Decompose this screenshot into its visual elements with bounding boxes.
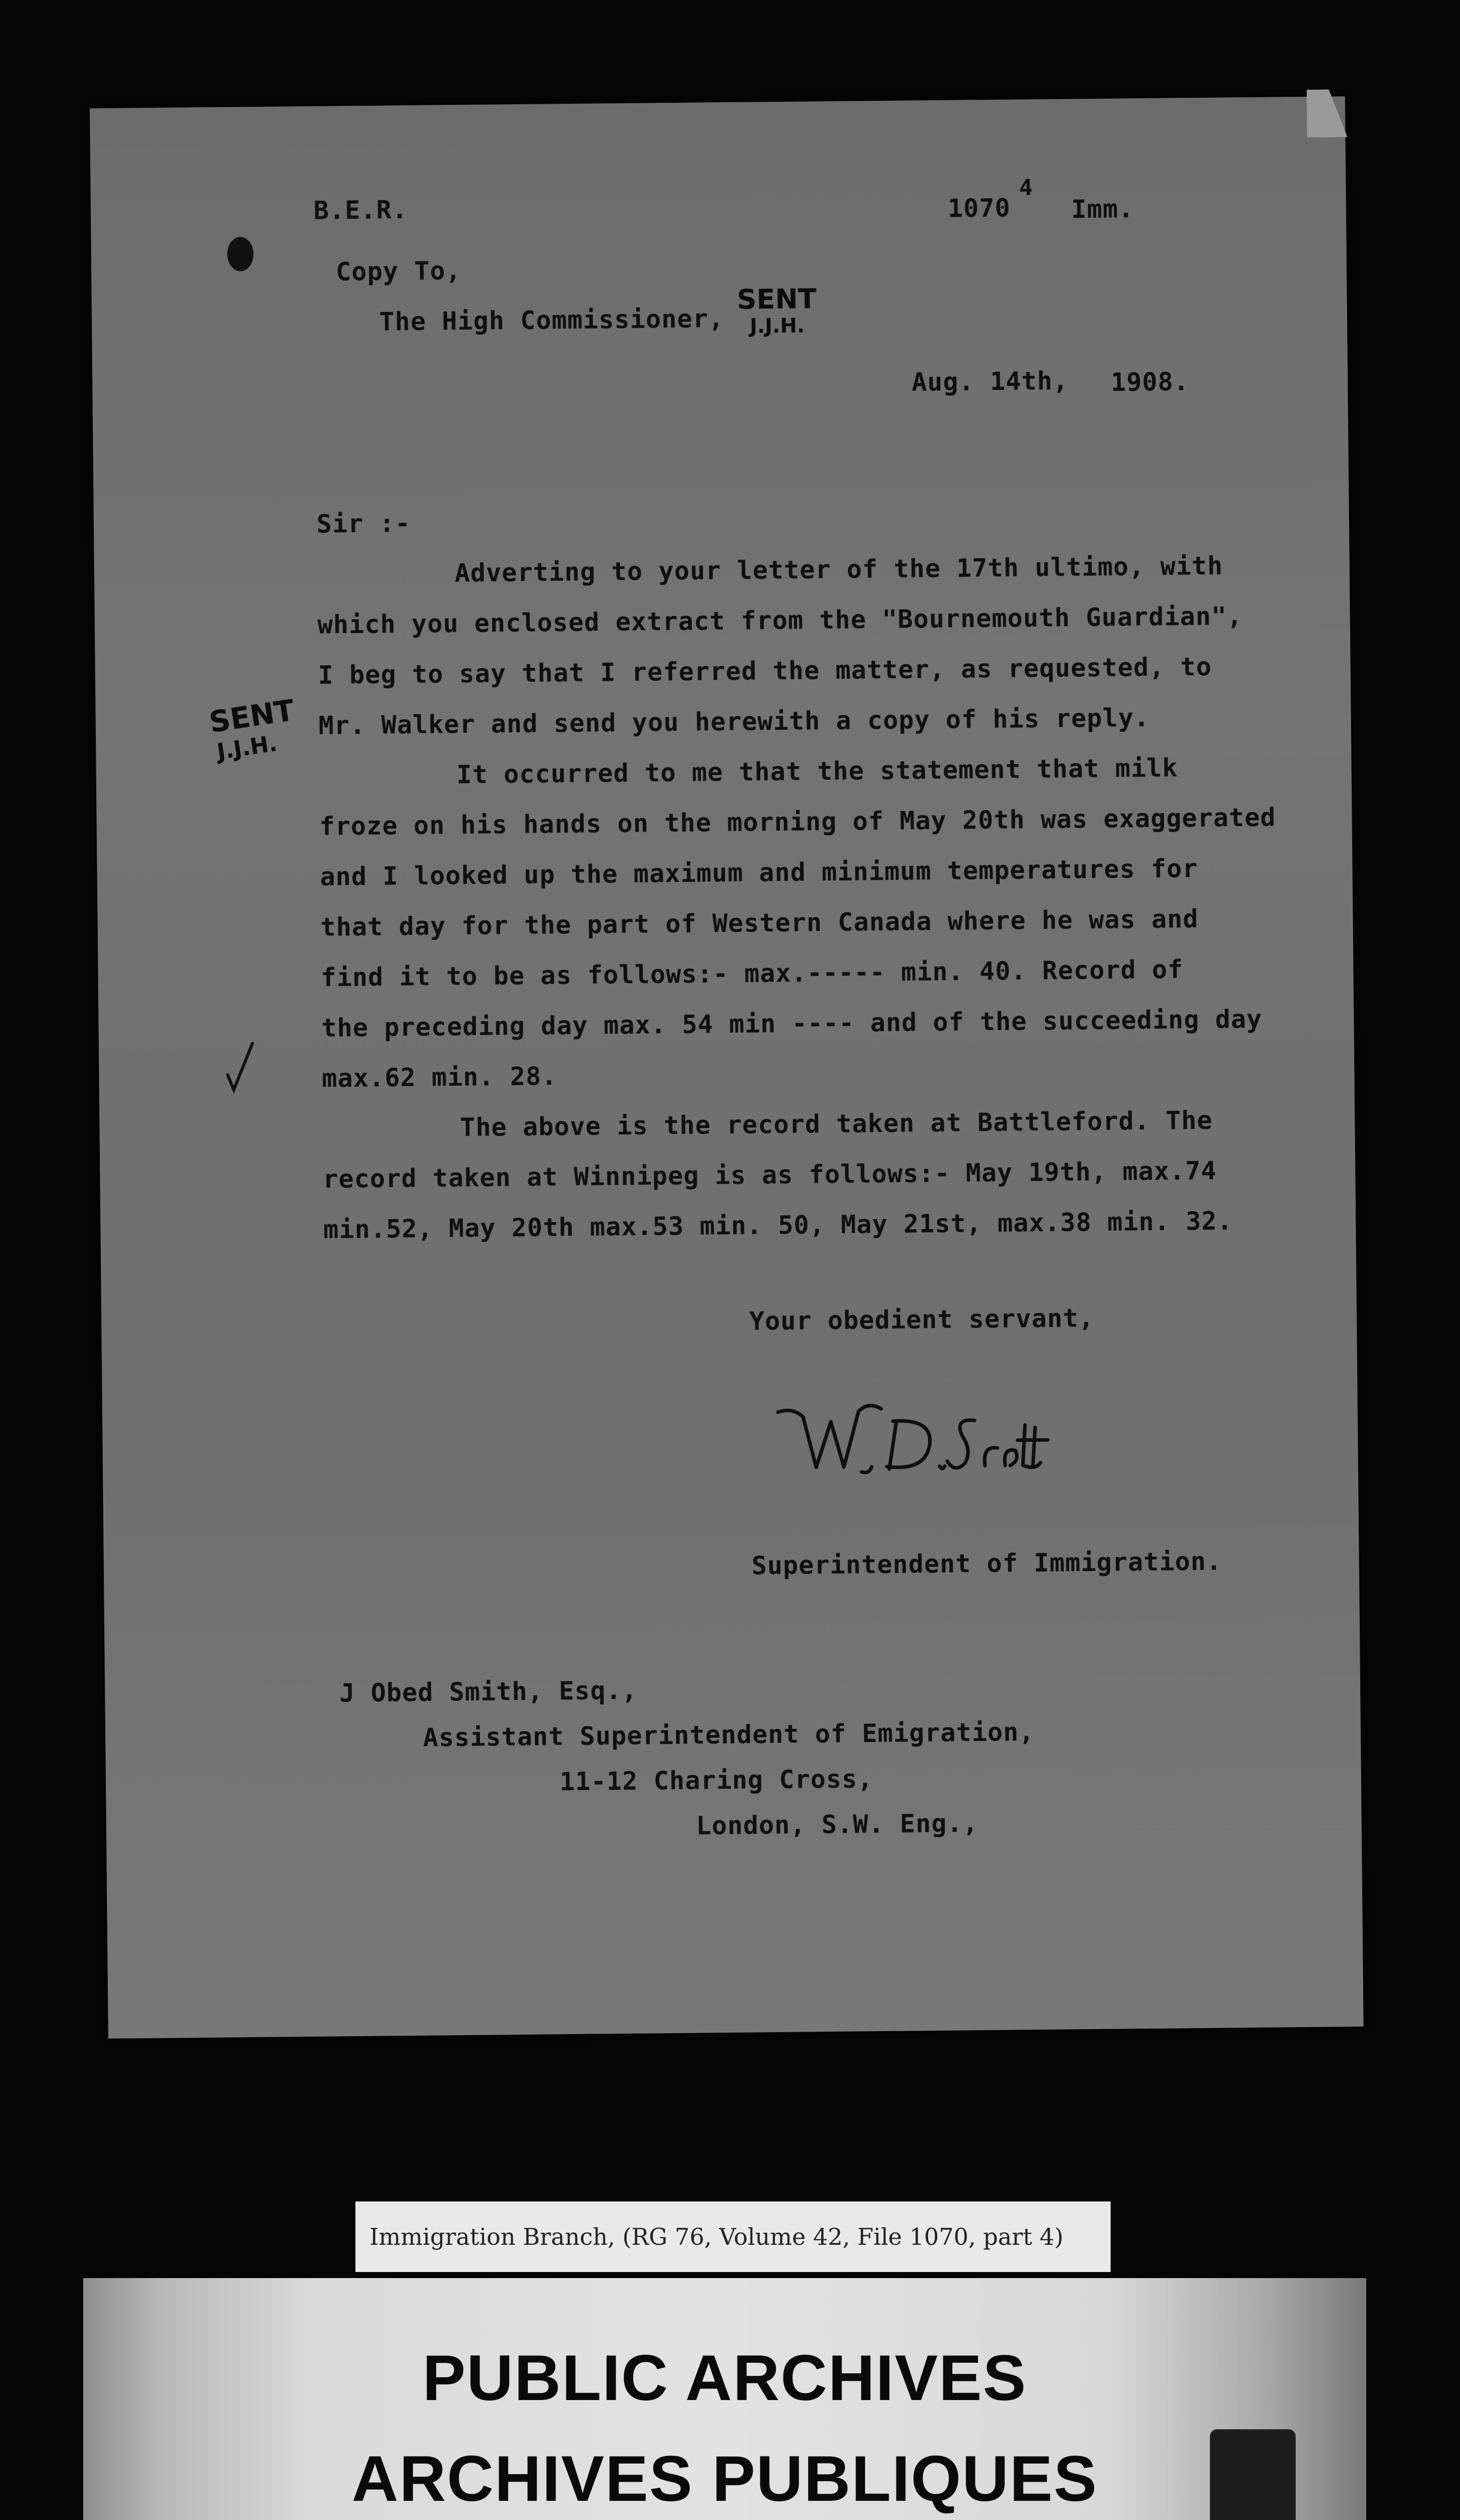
file-suffix: Imm. <box>1071 194 1134 224</box>
closing-line: Your obedient servant, <box>749 1303 1094 1336</box>
recipient-line: Assistant Superintendent of Emigration, <box>422 1717 1035 1752</box>
body-line: It occurred to me that the statement that milk <box>456 753 1178 790</box>
signature-title: Superintendent of Immigration. <box>751 1546 1223 1581</box>
folded-corner <box>1307 89 1348 138</box>
body-line: I beg to say that I referred the matter, as requested, to <box>318 652 1212 690</box>
archive-title-en: PUBLIC ARCHIVES <box>422 2342 1027 2414</box>
body-line: that day for the part of Western Canada where he was and <box>320 904 1199 942</box>
recipient-line: J Obed Smith, Esq., <box>339 1675 638 1708</box>
body-line: the preceding day max. 54 min ---- and of the succeeding day <box>321 1004 1262 1043</box>
file-number-superscript: 4 <box>1019 175 1033 201</box>
margin-sent-stamp-initials: J.J.H. <box>215 730 279 765</box>
body-line: and I looked up the maximum and minimum temperatures for <box>320 853 1198 892</box>
archive-card <box>83 2278 1366 2520</box>
check-mark-icon <box>222 1039 258 1095</box>
file-reference-label: Immigration Branch, (RG 76, Volume 42, File 1070, part 4) <box>355 2201 1111 2272</box>
body-line: The above is the record taken at Battleford. The <box>460 1105 1213 1143</box>
body-line: Mr. Walker and send you herewith a copy of his reply. <box>318 703 1150 740</box>
body-line: Adverting to your letter of the 17th ultimo, with <box>454 551 1224 588</box>
letter-year: 1908. <box>1111 367 1190 397</box>
body-line: min.52, May 20th max.53 min. 50, May 21st, max.38 min. 32. <box>323 1206 1233 1244</box>
recipient-line: London, S.W. Eng., <box>696 1808 979 1841</box>
addressee-line: The High Commissioner, <box>379 303 724 337</box>
sent-stamp-initials: J.J.H. <box>749 314 805 338</box>
recipient-line: 11-12 Charing Cross, <box>559 1764 874 1797</box>
body-line: max.62 min. 28. <box>322 1061 558 1093</box>
copy-to: Copy To, <box>335 256 462 287</box>
binder-clip <box>1210 2429 1296 2520</box>
margin-sent-stamp: SENT <box>207 692 297 740</box>
reference-initials: B.E.R. <box>313 195 408 225</box>
body-line: find it to be as follows:- max.----- min. 40. Record of <box>321 955 1184 992</box>
ink-blot <box>227 237 254 271</box>
sent-stamp: SENT <box>737 283 817 316</box>
letter-page <box>90 96 1364 2039</box>
body-line: which you enclosed extract from the "Bournemouth Guardian", <box>317 601 1243 640</box>
salutation: Sir :- <box>316 508 411 539</box>
file-number: 1070 <box>947 193 1011 223</box>
letter-date: Aug. 14th, <box>911 366 1069 397</box>
body-line: record taken at Winnipeg is as follows:- May 19th, max.74 <box>323 1156 1217 1194</box>
handwritten-signature <box>773 1390 1056 1493</box>
archive-title-fr: ARCHIVES PUBLIQUES <box>351 2443 1098 2515</box>
body-line: froze on his hands on the morning of May 20th was exaggerated <box>319 802 1276 841</box>
